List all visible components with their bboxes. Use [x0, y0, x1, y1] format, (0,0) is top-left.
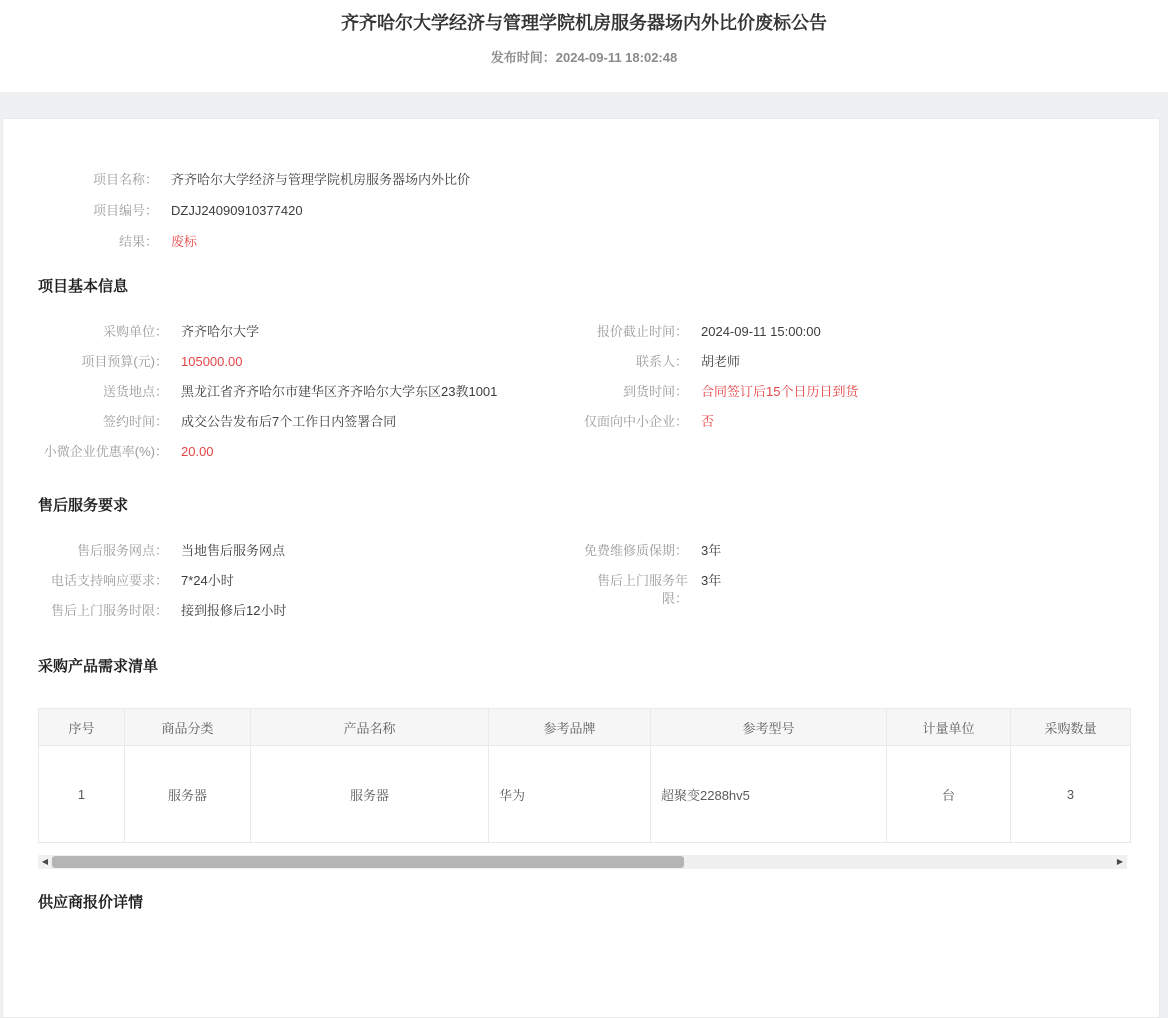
after-sales-grid: [38, 542, 1124, 632]
field-service-outlet: [38, 542, 582, 560]
scroll-right-arrow-icon[interactable]: ▶: [1116, 857, 1124, 866]
basic-info-grid: [38, 323, 1124, 473]
col-header-product-name: 产品名称: [251, 709, 489, 746]
field-arrival-time: [582, 383, 1124, 401]
col-header-quantity: 采购数量: [1011, 709, 1131, 746]
field-phone-support: [38, 572, 582, 590]
field-label: 售后上门服务年限：: [596, 573, 688, 606]
basic-info-right-column: [582, 323, 1124, 473]
field-result: [38, 233, 1124, 251]
field-value: 2024-09-11 15:00:00: [701, 324, 821, 339]
publish-time-line: [0, 47, 1168, 66]
field-label: 售后上门服务时限：: [50, 603, 168, 618]
horizontal-scrollbar[interactable]: [38, 855, 1127, 869]
field-label: 免费维修质保期：: [583, 543, 688, 558]
publish-time-value: 2024-09-11 18:02:48: [555, 50, 678, 65]
field-value: 当地售后服务网点: [181, 543, 286, 558]
field-label: 送货地点：: [102, 384, 168, 399]
field-value: 105000.00: [181, 354, 243, 369]
field-onsite-service-years: [582, 572, 1124, 608]
field-label: 到货时间：: [622, 384, 688, 399]
field-delivery-location: [38, 383, 582, 401]
section-heading-products: 采购产品需求清单: [38, 658, 159, 675]
field-label: 结果：: [118, 234, 158, 249]
section-heading-supplier-quotes: 供应商报价详情: [38, 894, 144, 911]
field-value: DZJJ24090910377420: [171, 203, 303, 218]
scroll-left-arrow-icon[interactable]: ◀: [41, 857, 49, 866]
field-label: 报价截止时间：: [596, 324, 688, 339]
page-title: 齐齐哈尔大学经济与管理学院机房服务器场内外比价废标公告: [341, 13, 827, 33]
field-project-budget: [38, 353, 582, 371]
page-header: [0, 0, 1168, 92]
field-value: 3年: [701, 543, 722, 558]
field-value: 成交公告发布后7个工作日内签署合同: [181, 414, 397, 429]
scrollbar-thumb[interactable]: [52, 856, 684, 868]
field-label: 联系人：: [635, 354, 688, 369]
cell-index: 1: [39, 746, 125, 843]
field-label: 小微企业优惠率(%)：: [43, 444, 168, 459]
cell-product-name: 服务器: [251, 746, 489, 843]
field-purchasing-unit: [38, 323, 582, 341]
field-label: 售后服务网点：: [76, 543, 168, 558]
field-label: 项目预算(元)：: [81, 354, 168, 369]
section-heading-basic-info: 项目基本信息: [38, 278, 129, 295]
after-sales-left-column: [38, 542, 582, 632]
field-label: 签约时间：: [102, 414, 168, 429]
field-value: 黑龙江省齐齐哈尔市建华区齐齐哈尔大学东区23教1001: [181, 384, 498, 399]
cell-ref-model: 超聚变2288hv5: [651, 746, 887, 843]
field-label: 项目名称：: [92, 172, 158, 187]
table-header-row: [39, 709, 1131, 746]
col-header-unit: 计量单位: [887, 709, 1011, 746]
field-label: 采购单位：: [102, 324, 168, 339]
products-table: [38, 708, 1131, 843]
table-row: [39, 746, 1131, 843]
field-value: 否: [701, 414, 715, 429]
field-sme-discount-rate: [38, 443, 582, 461]
field-value: 3年: [701, 573, 722, 588]
after-sales-right-column: [582, 542, 1124, 632]
col-header-category: 商品分类: [125, 709, 251, 746]
col-header-ref-brand: 参考品牌: [489, 709, 651, 746]
field-label: 仅面向中小企业：: [583, 414, 688, 429]
field-value: 7*24小时: [181, 573, 234, 588]
field-onsite-response-time: [38, 602, 582, 620]
project-summary: [38, 171, 1124, 251]
products-table-viewport: [38, 708, 1127, 843]
field-signing-time: [38, 413, 582, 431]
field-value: 接到报修后12小时: [181, 603, 287, 618]
field-sme-only: [582, 413, 1124, 431]
cell-category: 服务器: [125, 746, 251, 843]
field-value: 齐齐哈尔大学经济与管理学院机房服务器场内外比价: [171, 172, 471, 187]
cell-ref-brand: 华为: [489, 746, 651, 843]
cell-unit: 台: [887, 746, 1011, 843]
field-label: 电话支持响应要求：: [50, 573, 168, 588]
field-free-warranty: [582, 542, 1124, 560]
field-quote-deadline: [582, 323, 1124, 341]
field-value: 齐齐哈尔大学: [181, 324, 260, 339]
result-badge: 废标: [171, 234, 198, 249]
col-header-ref-model: 参考型号: [651, 709, 887, 746]
field-project-number: [38, 202, 1124, 220]
col-header-index: 序号: [39, 709, 125, 746]
field-label: 项目编号：: [92, 203, 158, 218]
publish-time-label: 发布时间：: [490, 50, 556, 65]
cell-quantity: 3: [1011, 746, 1131, 843]
field-contact-person: [582, 353, 1124, 371]
field-value: 20.00: [181, 444, 214, 459]
announcement-card: [2, 118, 1160, 1018]
field-value: 胡老师: [701, 354, 741, 369]
basic-info-left-column: [38, 323, 582, 473]
section-heading-after-sales: 售后服务要求: [38, 497, 129, 514]
field-value: 合同签订后15个日历日到货: [701, 384, 859, 399]
field-project-name: [38, 171, 1124, 189]
